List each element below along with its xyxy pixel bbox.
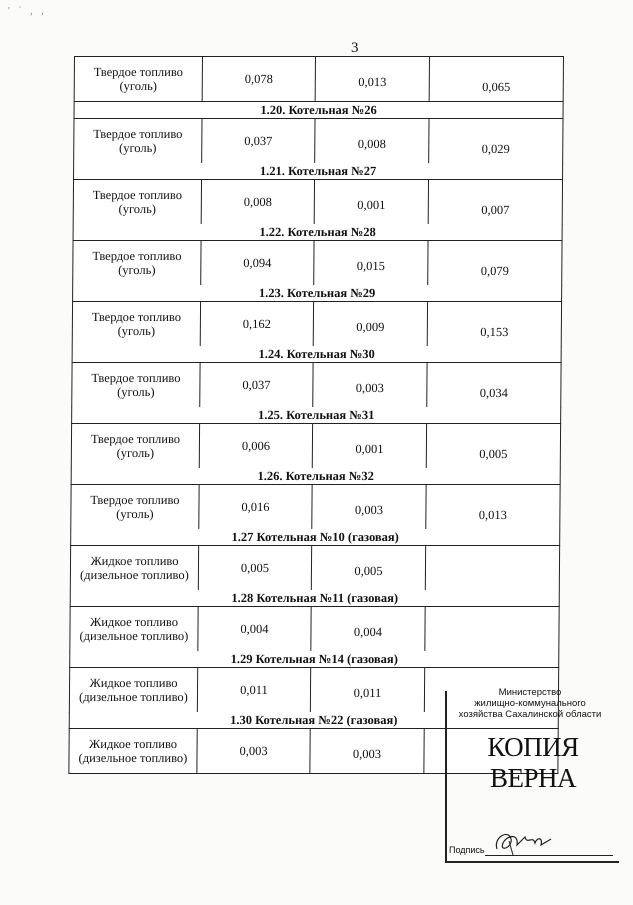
section-header: 1.30 Котельная №22 (газовая) — [69, 712, 559, 729]
fuel-type-cell — [74, 180, 202, 224]
fuel-type-line-1: Жидкое топливо — [89, 676, 178, 690]
fuel-type-line-1: Твердое топливо — [91, 371, 181, 385]
fuel-type-line-2: (дизельное топливо) — [79, 690, 188, 704]
fuel-type-cell — [71, 546, 199, 590]
table-row — [69, 607, 559, 652]
value-cell-3 — [429, 119, 562, 163]
value-cell-1 — [200, 424, 313, 468]
value-cell-1 — [198, 668, 311, 712]
value-cell-2 — [315, 180, 429, 224]
fuel-type-cell — [71, 485, 199, 529]
table-section — [72, 285, 562, 346]
value-1: 0,003 — [239, 744, 268, 758]
section-header: 1.22. Котельная №28 — [73, 224, 563, 241]
table-section — [70, 529, 560, 590]
fuel-type-cell — [70, 668, 198, 712]
section-header: 1.21. Котельная №27 — [73, 163, 563, 180]
value-2: 0,003 — [352, 747, 382, 761]
table-section — [74, 56, 564, 102]
value-1: 0,005 — [240, 561, 270, 575]
value-1: 0,016 — [241, 500, 270, 514]
value-cell-2 — [310, 729, 424, 773]
value-2: 0,004 — [353, 625, 383, 639]
fuel-type-line-2: (уголь) — [116, 507, 154, 521]
table-row — [72, 302, 562, 347]
value-cell-3 — [428, 241, 561, 285]
table-row — [71, 424, 561, 469]
value-cell-3 — [430, 57, 563, 101]
value-3: 0,034 — [479, 386, 508, 400]
table-section — [69, 590, 559, 651]
section-header: 1.23. Котельная №29 — [72, 285, 562, 302]
value-cell-1 — [199, 546, 312, 590]
stamp-ministry-line-1: Министерство — [498, 687, 562, 698]
value-3: 0,153 — [480, 325, 509, 339]
fuel-type-line-2: (уголь) — [119, 141, 157, 155]
value-cell-2 — [313, 363, 427, 407]
fuel-type-line-1: Жидкое топливо — [89, 615, 179, 629]
value-cell-3 — [426, 485, 559, 529]
fuel-type-cell — [73, 302, 201, 346]
fuel-type-line-1: Твердое топливо — [93, 127, 183, 141]
fuel-type-line-2: (уголь) — [119, 79, 158, 93]
table-section — [73, 163, 563, 224]
value-cell-3 — [425, 607, 558, 651]
fuel-type-line-2: (уголь) — [118, 202, 157, 216]
fuel-type-cell — [69, 729, 197, 773]
fuel-type-line-1: Твердое топливо — [92, 188, 183, 202]
value-3: 0,029 — [481, 142, 510, 156]
section-header: 1.24. Котельная №30 — [72, 346, 562, 363]
value-1: 0,011 — [240, 683, 268, 697]
value-cell-1 — [200, 363, 313, 407]
value-3: 0,079 — [480, 264, 509, 278]
value-cell-1 — [199, 485, 312, 529]
stamp-ministry-line-2: жилищно-коммунального — [474, 698, 586, 709]
fuel-type-line-1: Твердое топливо — [93, 65, 184, 79]
signature-icon — [489, 827, 559, 857]
value-3: 0,007 — [481, 203, 510, 217]
fuel-type-cell — [70, 607, 198, 651]
value-cell-1 — [201, 302, 314, 346]
value-3: 0,005 — [479, 447, 508, 461]
section-header: 1.26. Котельная №32 — [71, 468, 561, 485]
corner-marks: ' ` , , — [8, 6, 47, 17]
value-cell-2 — [314, 302, 428, 346]
value-cell-2 — [314, 241, 428, 285]
table-section — [71, 407, 561, 468]
value-cell-1 — [198, 607, 311, 651]
table-section — [72, 224, 562, 285]
fuel-type-cell — [72, 424, 200, 468]
value-1: 0,006 — [241, 439, 271, 453]
fuel-type-cell — [75, 57, 203, 101]
value-cell-1 — [203, 57, 316, 101]
value-cell-2 — [311, 607, 425, 651]
value-1: 0,078 — [244, 72, 273, 86]
value-3: 0,065 — [482, 80, 511, 94]
section-header: 1.29 Котельная №14 (газовая) — [69, 651, 559, 668]
stamp-title: КОПИЯ ВЕРНА — [487, 732, 579, 793]
table-section — [71, 346, 561, 407]
value-cell-2 — [311, 668, 425, 712]
fuel-type-line-2: (уголь) — [117, 324, 156, 338]
value-cell-2 — [316, 57, 430, 101]
section-header: 1.20. Котельная №26 — [74, 102, 564, 119]
section-header: 1.25. Котельная №31 — [71, 407, 561, 424]
fuel-type-line-1: Твердое топливо — [92, 249, 182, 263]
fuel-type-line-2: (уголь) — [116, 446, 155, 460]
value-2: 0,001 — [357, 198, 386, 212]
value-2: 0,003 — [355, 381, 385, 395]
stamp-ministry — [445, 687, 615, 720]
value-2: 0,005 — [354, 564, 383, 578]
fuel-type-line-1: Твердое топливо — [90, 493, 180, 507]
value-cell-2 — [312, 485, 426, 529]
value-1: 0,162 — [242, 317, 272, 331]
page-number: 3 — [351, 40, 359, 56]
value-cell-1 — [201, 241, 314, 285]
table-row — [73, 180, 563, 225]
value-2: 0,009 — [356, 320, 385, 334]
table-row — [74, 56, 564, 102]
value-1: 0,008 — [243, 195, 272, 209]
stamp-ministry-line-3: хозяйства Сахалинской области — [458, 709, 602, 720]
fuel-type-cell — [74, 119, 202, 163]
value-cell-2 — [313, 424, 427, 468]
table-row — [71, 363, 561, 408]
fuel-table — [69, 56, 564, 765]
value-cell-3 — [427, 363, 560, 407]
fuel-type-line-2: (уголь) — [117, 385, 155, 399]
value-cell-2 — [315, 119, 429, 163]
fuel-type-line-2: (уголь) — [118, 263, 156, 277]
value-2: 0,013 — [358, 75, 387, 89]
value-2: 0,003 — [354, 503, 384, 517]
value-cell-1 — [202, 180, 315, 224]
value-2: 0,015 — [356, 259, 385, 273]
value-cell-2 — [312, 546, 426, 590]
value-1: 0,037 — [242, 378, 271, 392]
value-1: 0,037 — [244, 134, 273, 148]
table-section — [73, 102, 563, 163]
stamp-sign-label: Подпись — [449, 845, 485, 855]
value-cell-3 — [427, 424, 560, 468]
table-row — [70, 546, 560, 591]
table-row — [73, 119, 563, 164]
value-2: 0,008 — [357, 137, 386, 151]
fuel-type-cell — [72, 363, 200, 407]
value-cell-3 — [428, 302, 561, 346]
fuel-type-line-2: (дизельное топливо) — [79, 629, 189, 643]
section-header: 1.28 Котельная №11 (газовая) — [70, 590, 560, 607]
value-2: 0,001 — [355, 442, 384, 456]
value-cell-3 — [426, 546, 559, 590]
table-row — [72, 241, 562, 286]
certified-copy-stamp — [445, 687, 617, 865]
fuel-type-line-2: (дизельное топливо) — [79, 568, 189, 582]
fuel-type-line-1: Твердое топливо — [90, 432, 181, 446]
value-cell-1 — [197, 729, 310, 773]
value-2: 0,011 — [353, 686, 382, 700]
fuel-type-cell — [73, 241, 201, 285]
fuel-type-line-1: Твердое топливо — [91, 310, 182, 324]
table-row — [70, 485, 560, 530]
section-header: 1.27 Котельная №10 (газовая) — [70, 529, 560, 546]
fuel-type-line-2: (дизельное топливо) — [78, 751, 188, 765]
value-cell-3 — [429, 180, 562, 224]
value-3: 0,013 — [478, 508, 508, 522]
fuel-type-line-1: Жидкое топливо — [90, 554, 179, 568]
value-1: 0,094 — [243, 256, 272, 270]
value-cell-1 — [202, 119, 315, 163]
table-section — [70, 468, 560, 529]
value-1: 0,004 — [240, 622, 269, 636]
fuel-type-line-1: Жидкое топливо — [89, 737, 178, 751]
